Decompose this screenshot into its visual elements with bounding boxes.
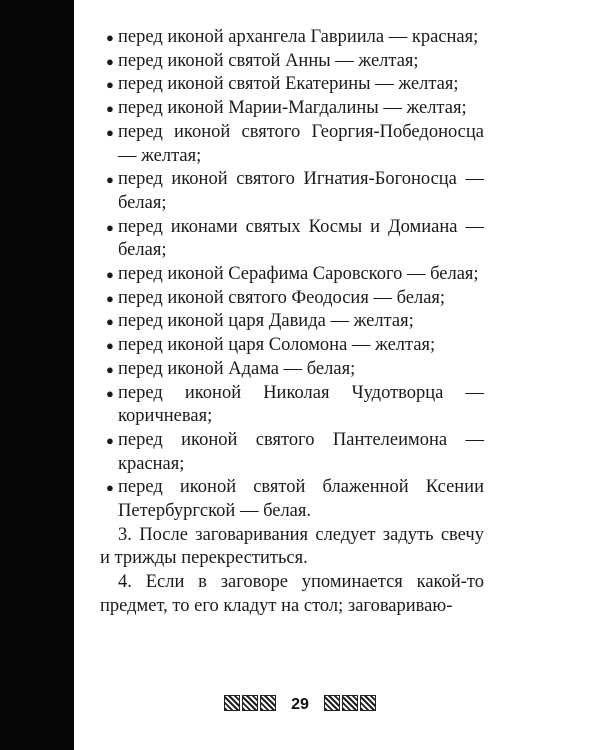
bullet-icon: ● [106, 30, 114, 45]
list-item-text: перед иконой святого Пантелеимона — красная; [118, 429, 484, 474]
bullet-icon: ● [106, 172, 114, 188]
list-item-text: перед иконой святой Анны — желтая; [118, 50, 419, 71]
list-item [100, 168, 484, 215]
list-item [100, 334, 484, 358]
bullet-icon: ● [106, 219, 114, 235]
list-item [100, 476, 484, 523]
bullet-icon: ● [106, 53, 114, 69]
list-item-text: перед иконой святого Георгия-Победоносца — желтая; [118, 121, 484, 166]
list-item [100, 97, 484, 121]
list-item [100, 382, 484, 429]
page-footer [0, 695, 600, 714]
list-item-text: перед иконой Марии-Магдалины — желтая; [118, 98, 467, 119]
list-item-text: перед иконой святого Феодосия — белая; [118, 287, 446, 308]
page-number: 29 [291, 696, 309, 713]
bullet-icon: ● [106, 77, 114, 93]
list-item [100, 287, 484, 311]
ornament-icon [260, 695, 276, 711]
list-item-text: перед иконой святой блаженной Ксении Петербургской — белая. [118, 477, 484, 522]
list-item-text: перед иконой святого Игнатия-Богоносца — белая; [118, 169, 484, 213]
bullet-icon: ● [106, 124, 114, 140]
bullet-icon: ● [106, 101, 114, 117]
paragraph: 3. После заговаривания следует задуть свечу и трижды перекреститься. [100, 524, 484, 569]
list-item [100, 26, 484, 50]
ornament-icon [224, 695, 240, 711]
ornament-icon [360, 695, 376, 711]
bullet-icon: ● [106, 290, 114, 306]
bullet-icon: ● [106, 385, 114, 401]
page-body [100, 26, 484, 619]
book-spine-shadow [0, 0, 74, 750]
list-item [100, 263, 484, 287]
list-item-text: перед иконой святой Екатерины — желтая; [118, 74, 459, 95]
list-item-text: перед иконой царя Давида — желтая; [118, 311, 414, 332]
list-item [100, 429, 484, 476]
paragraph: 4. Если в заговоре упоминается какой-то предмет, то его кладут на стол; заговариваю- [100, 572, 484, 616]
bullet-icon: ● [106, 338, 114, 354]
ornament-icon [342, 695, 358, 711]
bullet-icon: ● [106, 361, 114, 377]
list-item-text: перед иконой архангела Гавриила — красная; [118, 27, 479, 47]
list-item [100, 121, 484, 168]
list-item [100, 216, 484, 263]
list-item-text: перед иконой Адама — белая; [118, 358, 356, 379]
list-item-text: перед иконой Николая Чудотворца — коричневая; [118, 382, 484, 427]
bullet-icon: ● [106, 480, 114, 496]
list-item-text: перед иконой Серафима Саровского — белая; [118, 264, 479, 285]
bullet-icon: ● [106, 432, 114, 448]
list-item-text: перед иконами святых Космы и Домиана — белая; [118, 216, 484, 261]
list-item-text: перед иконой царя Соломона — желтая; [118, 335, 436, 356]
bullet-icon: ● [106, 314, 114, 330]
bullet-icon: ● [106, 267, 114, 283]
list-item [100, 358, 484, 382]
ornament-icon [324, 695, 340, 711]
list-item [100, 73, 484, 97]
list-item [100, 50, 484, 74]
list-item [100, 310, 484, 334]
ornament-icon [242, 695, 258, 711]
